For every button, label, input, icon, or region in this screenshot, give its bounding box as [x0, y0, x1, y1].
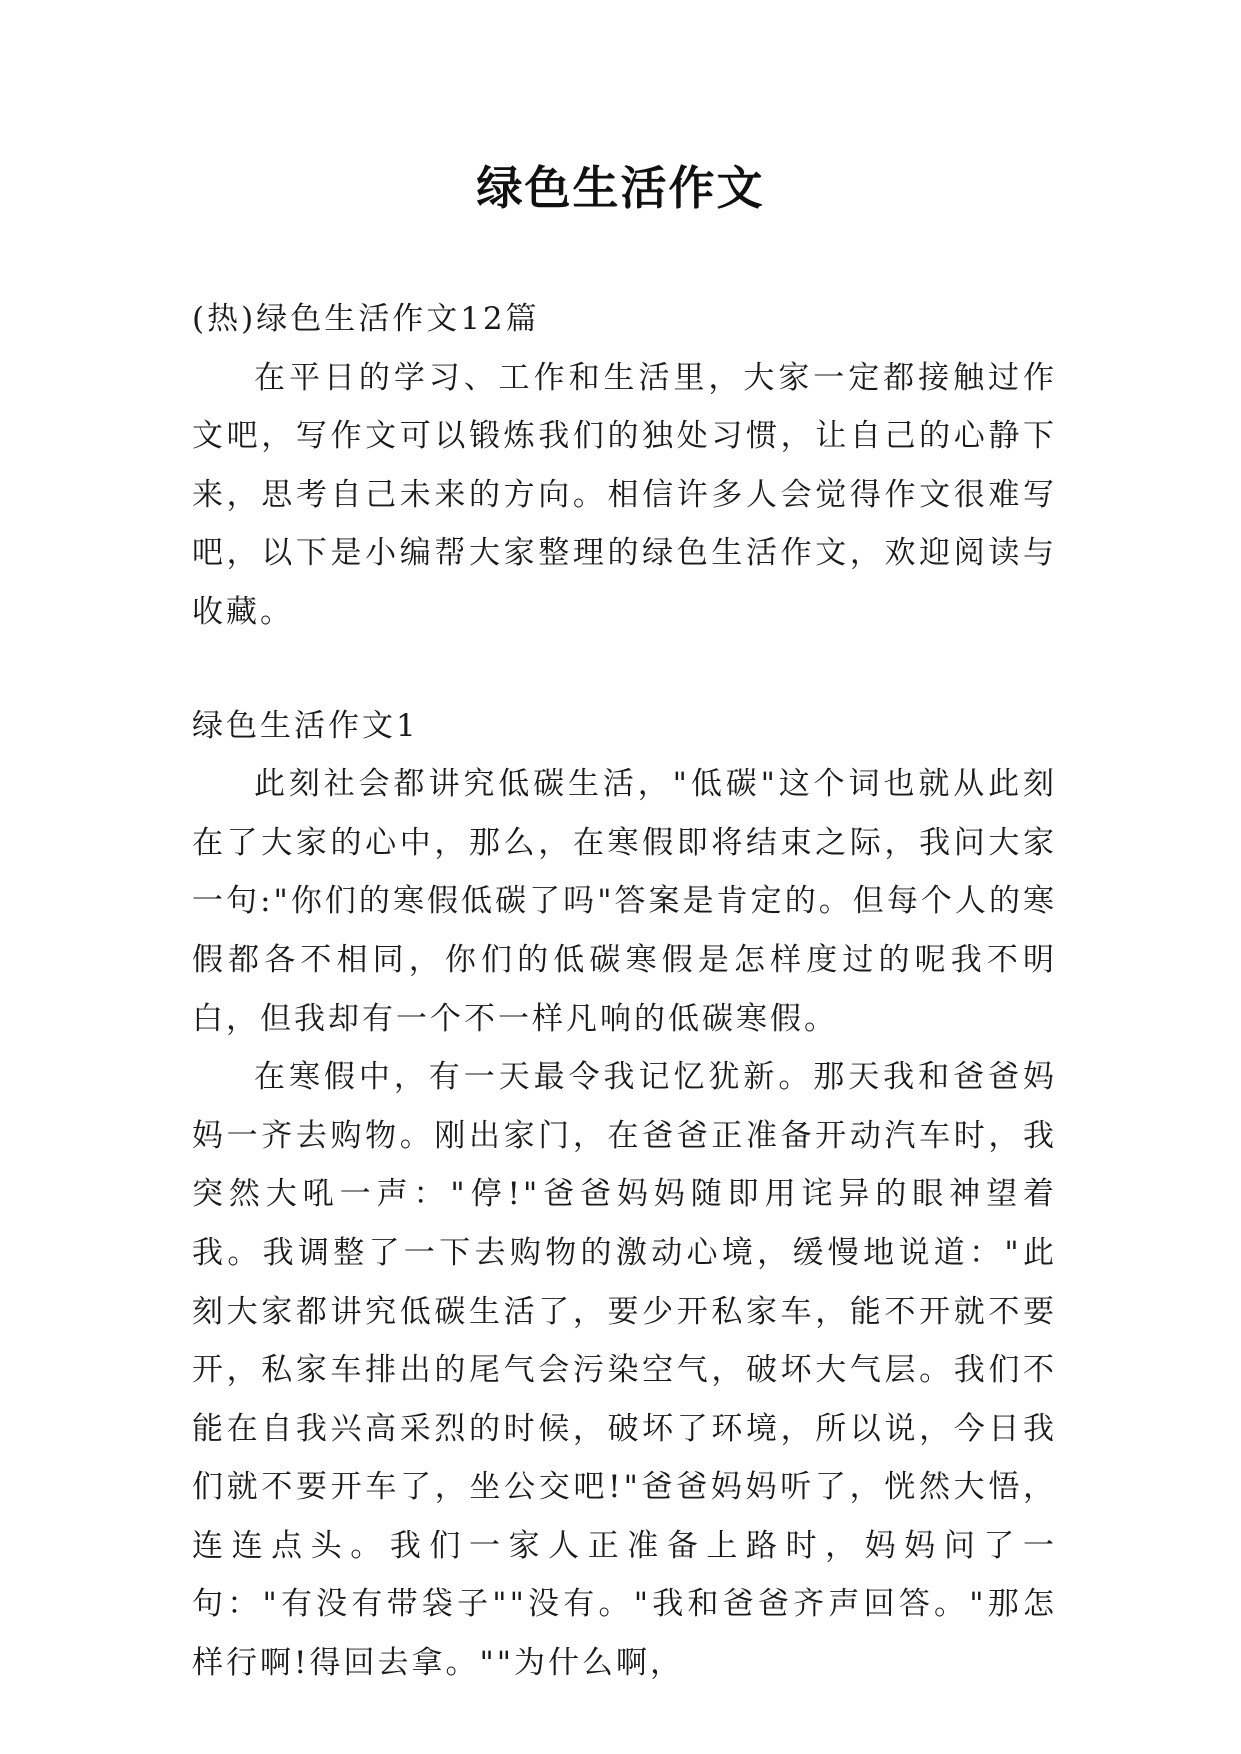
document-title: 绿色生活作文 [476, 161, 765, 215]
section-heading: 绿色生活作文1 [192, 707, 419, 744]
document-body [192, 290, 1057, 1693]
section-spacer [192, 642, 1057, 697]
collection-subtitle: (热)绿色生活作文12篇 [192, 301, 540, 337]
body-paragraph: 此刻社会都讲究低碳生活，"低碳"这个词也就从此刻在了大家的心中，那么，在寒假即将结束之际，我问大家一句:"你们的寒假低碳了吗"答案是肯定的。但每个人的寒假都各不相同，你们的低碳寒假是怎样度过的呢我不明白，但我却有一个不一样凡响的低碳寒假。 [192, 766, 1057, 1037]
body-paragraph: 在寒假中，有一天最令我记忆犹新。那天我和爸爸妈妈一齐去购物。刚出家门，在爸爸正准备开动汽车时，我突然大吼一声："停!"爸爸妈妈随即用诧异的眼神望着我。我调整了一下去购物的激动心境，缓慢地说道："此刻大家都讲究低碳生活了，要少开私家车，能不开就不要开，私家车排出的尾气会污染空气，破坏大气层。我们不能在自我兴高采烈的时候，破坏了环境，所以说，今日我们就不要开车了，坐公交吧!"爸爸妈妈听了，恍然大悟，连连点头。我们一家人正准备上路时，妈妈问了一句："有没有带袋子""没有。"我和爸爸齐声回答。"那怎样行啊!得回去拿。""为什么啊， [192, 1059, 1057, 1682]
intro-paragraph: 在平日的学习、工作和生活里，大家一定都接触过作文吧，写作文可以锻炼我们的独处习惯，让自己的心静下来，思考自己未来的方向。相信许多人会觉得作文很难写吧，以下是小编帮大家整理的绿色生活作文，欢迎阅读与收藏。 [192, 359, 1057, 630]
